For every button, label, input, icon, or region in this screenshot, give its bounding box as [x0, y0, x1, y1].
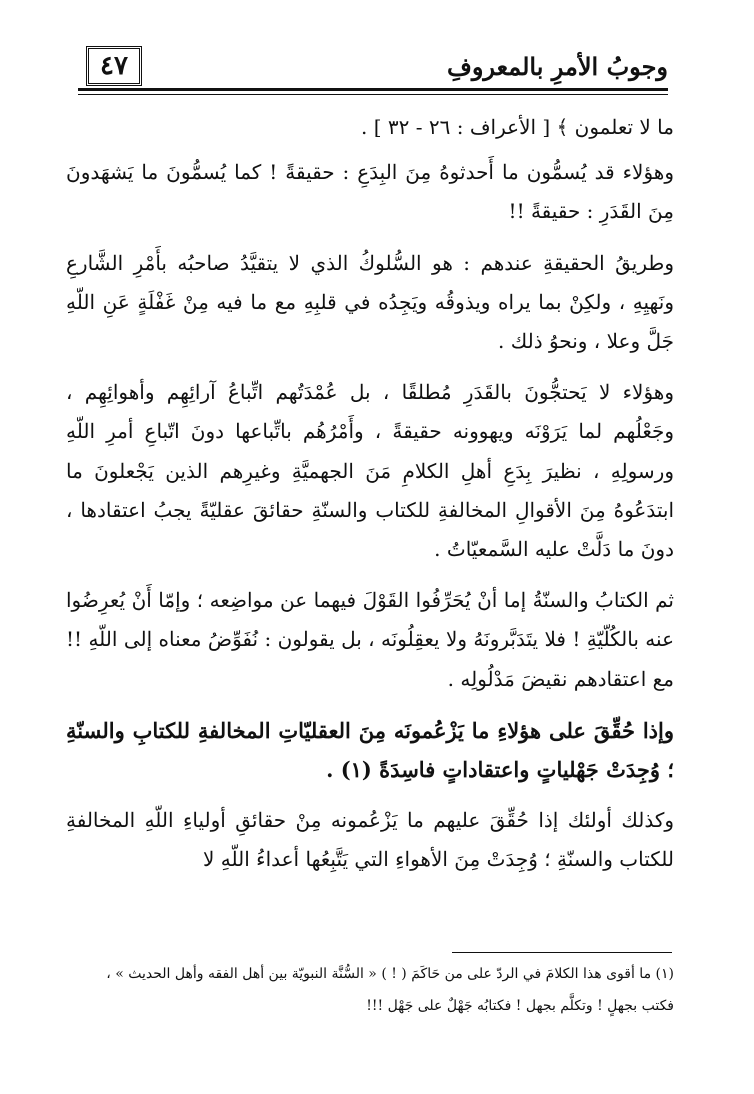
page-number: ٤٧ — [86, 46, 142, 86]
paragraph-bold: وإذا حُقِّقَ على هؤلاءِ ما يَزْعُمونَه مِنَ العقليّاتِ المخالفةِ للكتابِ والسنّةِ ؛ وُجِدَتْ جَهْلياتٍ واعتقاداتٍ فاسِدَةً (١) . — [66, 717, 674, 783]
running-title: وجوبُ الأمرِ بالمعروفِ — [446, 52, 668, 81]
paragraph: وهؤلاء قد يُسمُّون ما أَحدثوهُ مِنَ البِدَعِ : حقيقةً ! كما يُسمُّونَ ما يَشهَدونَ مِنَ القَدَرِ : حقيقةً !! — [66, 160, 674, 224]
paragraph: وطريقُ الحقيقةِ عندهم : هو السُّلوكُ الذي لا يتقيَّدُ صاحبُه بأَمْرِ الشَّارعِ ونَهيِهِ ، ولكِنْ بما يراه ويذوقُه ويَجِدُه في قلبِهِ مع ما فيه مِنْ غَفْلَةٍ عَنِ اللّهِ جَلَّ وعلا ، ونحوُ ذلك . — [66, 250, 674, 354]
paragraph: وكذلك أولئك إذا حُقِّقَ عليهم ما يَزْعُمونه مِنْ حقائقِ أولياءِ اللّهِ المخالفةِ للكتاب والسنّةِ ؛ وُجِدَتْ مِنَ الأهواءِ التي يَتَّبِعُها أعداءُ اللّهِ لا — [66, 808, 674, 872]
main-text — [66, 108, 674, 892]
paragraph-verse-ending: ما لا تعلمون ﴾ [ الأعراف : ٢٦ - ٣٢ ] . — [361, 115, 674, 139]
paragraph: ثم الكتابُ والسنّةُ إما أنْ يُحَرِّفُوا القَوْلَ فيهما عن مواضِعه ؛ وإمّا أَنْ يُعرِضُوا عنه بالكُلّيّةِ ! فلا يتَدَبَّرونَهُ ولا يعقِلُونَه ، بل يقولون : نُفَوِّضُ معناه إلى اللّهِ !! مع اعتقادهم نقيضَ مَدْلُولِه . — [66, 588, 674, 691]
footnote — [66, 958, 674, 1022]
page-header — [78, 44, 668, 96]
footnote-separator — [452, 952, 672, 953]
footnote-line: (١) ما أقوى هذا الكلامَ في الردّ على من حَاكَمَ ( ! ) « السُّنَّة النبويّة بين أهل الفقه وأهل الحديث » ، — [106, 966, 674, 982]
header-rule — [78, 88, 668, 95]
footnote-line: فكتب بجهلٍ ! وتكلَّم بجهل ! فكتابُه جَهْلٌ على جَهْل !!! — [366, 998, 674, 1014]
paragraph: وهؤلاء لا يَحتجُّونَ بالقَدَرِ مُطلقًا ، بل عُمْدَتُهم اتِّباعُ آرائِهِم وأهوائِهِم ، وجَعْلُهم لما يَرَوْنَه ويهوونه حقيقةً ، وأَمْرُهُم باتِّباعها دونَ اتّباعِ أمرِ اللّهِ ورسولِهِ ، نظيرَ بِدَعِ أهلِ الكلامِ مَنَ الجهميَّةِ وغيرِهم الذين يَجْعلونَ ما ابتدَعُوهُ مِنَ الأقوالِ المخالفةِ للكتاب والسنّةِ حقائقَ عقليّةً يجبُ اعتقادها ، دونَ ما دَلَّتْ عليه السَّمعيّاتُ . — [66, 380, 674, 562]
